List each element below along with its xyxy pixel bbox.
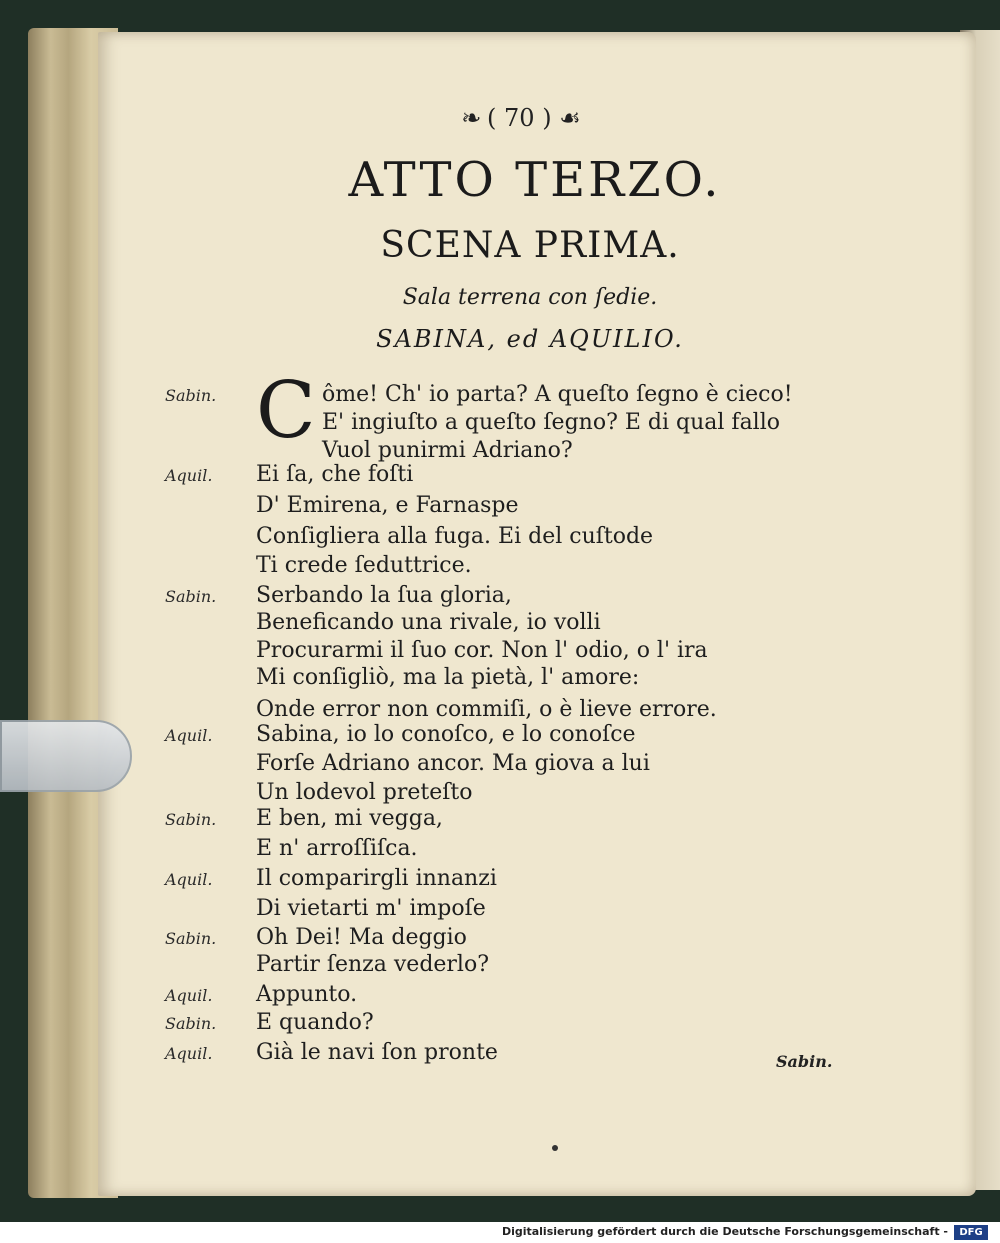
speaker-label: Sabin. — [165, 1014, 217, 1033]
dialogue-line — [0, 836, 1000, 866]
dialogue-line — [0, 410, 1000, 440]
verse-text: Serbando la ſua gloria, — [256, 583, 512, 608]
dialogue-line — [0, 1010, 1000, 1040]
speaker-label: Sabin. — [165, 929, 217, 948]
verse-text: Mi conſigliò, ma la pietà, l' amore: — [256, 665, 640, 690]
dfg-logo: DFG — [954, 1225, 988, 1240]
dialogue-line — [0, 722, 1000, 752]
dialogue-line — [0, 896, 1000, 926]
dialogue-line — [0, 382, 1000, 412]
verse-text: ôme! Ch' io parta? A queſto ſegno è cieco! — [322, 382, 793, 407]
speaker-label: Aquil. — [165, 870, 213, 889]
verse-text: Un lodevol preteſto — [256, 780, 473, 805]
speaker-label: Aquil. — [165, 466, 213, 485]
dialogue-line — [0, 952, 1000, 982]
verse-text: Il comparirgli innanzi — [256, 866, 497, 891]
dialogue-line — [0, 493, 1000, 523]
act-title: ATTO TERZO. — [348, 152, 722, 208]
dialogue-line — [0, 638, 1000, 668]
speaker-label: Aquil. — [165, 726, 213, 745]
dialogue-line — [0, 610, 1000, 640]
speaker-label: Aquil. — [165, 986, 213, 1005]
dialogue-line — [0, 665, 1000, 695]
verse-text: E quando? — [256, 1010, 374, 1035]
verse-text: Conſigliera alla fuga. Ei del cuſtode — [256, 524, 654, 549]
verse-text: Ti crede ſeduttrice. — [256, 553, 472, 578]
scene-title: SCENA PRIMA. — [380, 225, 680, 266]
verse-text: D' Emirena, e Farnaspe — [256, 493, 519, 518]
dialogue-line — [0, 553, 1000, 583]
speaker-label: Aquil. — [165, 1044, 213, 1063]
speaker-label: Sabin. — [165, 810, 217, 829]
bookmark-clip — [0, 720, 132, 792]
verse-text: E' ingiuſto a queſto ſegno? E di qual fallo — [322, 410, 781, 435]
verse-text: E ben, mi vegga, — [256, 806, 443, 831]
verse-text: Di vietarti m' impoſe — [256, 896, 486, 921]
verse-text: Vuol punirmi Adriano? — [322, 438, 573, 463]
verse-text: Partir ſenza vederlo? — [256, 952, 490, 977]
dialogue-line — [0, 866, 1000, 896]
dialogue-line — [0, 925, 1000, 955]
dialogue-line — [0, 982, 1000, 1012]
page-mark — [552, 1145, 558, 1151]
verse-text: Forſe Adriano ancor. Ma giova a lui — [256, 751, 650, 776]
verse-text: Appunto. — [256, 982, 358, 1007]
verse-text: Ei ſa, che foſti — [256, 462, 414, 487]
dialogue-line — [0, 524, 1000, 554]
dialogue-line — [0, 1040, 1000, 1070]
dialogue-line — [0, 751, 1000, 781]
verse-text: Oh Dei! Ma deggio — [256, 925, 467, 950]
ornament-left-icon: ❧ — [461, 104, 480, 132]
verse-text: Già le navi ſon pronte — [256, 1040, 498, 1065]
verse-text: Onde error non commiſi, o è lieve errore. — [256, 697, 717, 722]
verse-text: E n' arroſſiſca. — [256, 836, 418, 861]
characters-heading: SABINA, ed AQUILIO. — [376, 325, 684, 353]
drop-cap: C — [256, 366, 316, 456]
speaker-label: Sabin. — [165, 386, 217, 405]
ornament-right-icon: ☙ — [559, 104, 579, 132]
page-number: ( 70 ) — [487, 104, 552, 132]
verse-text: Beneficando una rivale, io volli — [256, 610, 601, 635]
speaker-label: Sabin. — [165, 587, 217, 606]
verse-text: Procurarmi il ſuo cor. Non l' odio, o l' ira — [256, 638, 708, 663]
catchword: Sabin. — [776, 1052, 833, 1071]
dialogue-line — [0, 806, 1000, 836]
dialogue-line — [0, 583, 1000, 613]
verse-text: Sabina, io lo conoſco, e lo conoſce — [256, 722, 636, 747]
footer-bar — [0, 1222, 1000, 1243]
stage-setting: Sala terrena con ſedie. — [402, 285, 658, 310]
dialogue-line — [0, 462, 1000, 492]
footer-credit: Digitalisierung gefördert durch die Deutsche Forschungsgemeinschaft - — [501, 1225, 948, 1238]
